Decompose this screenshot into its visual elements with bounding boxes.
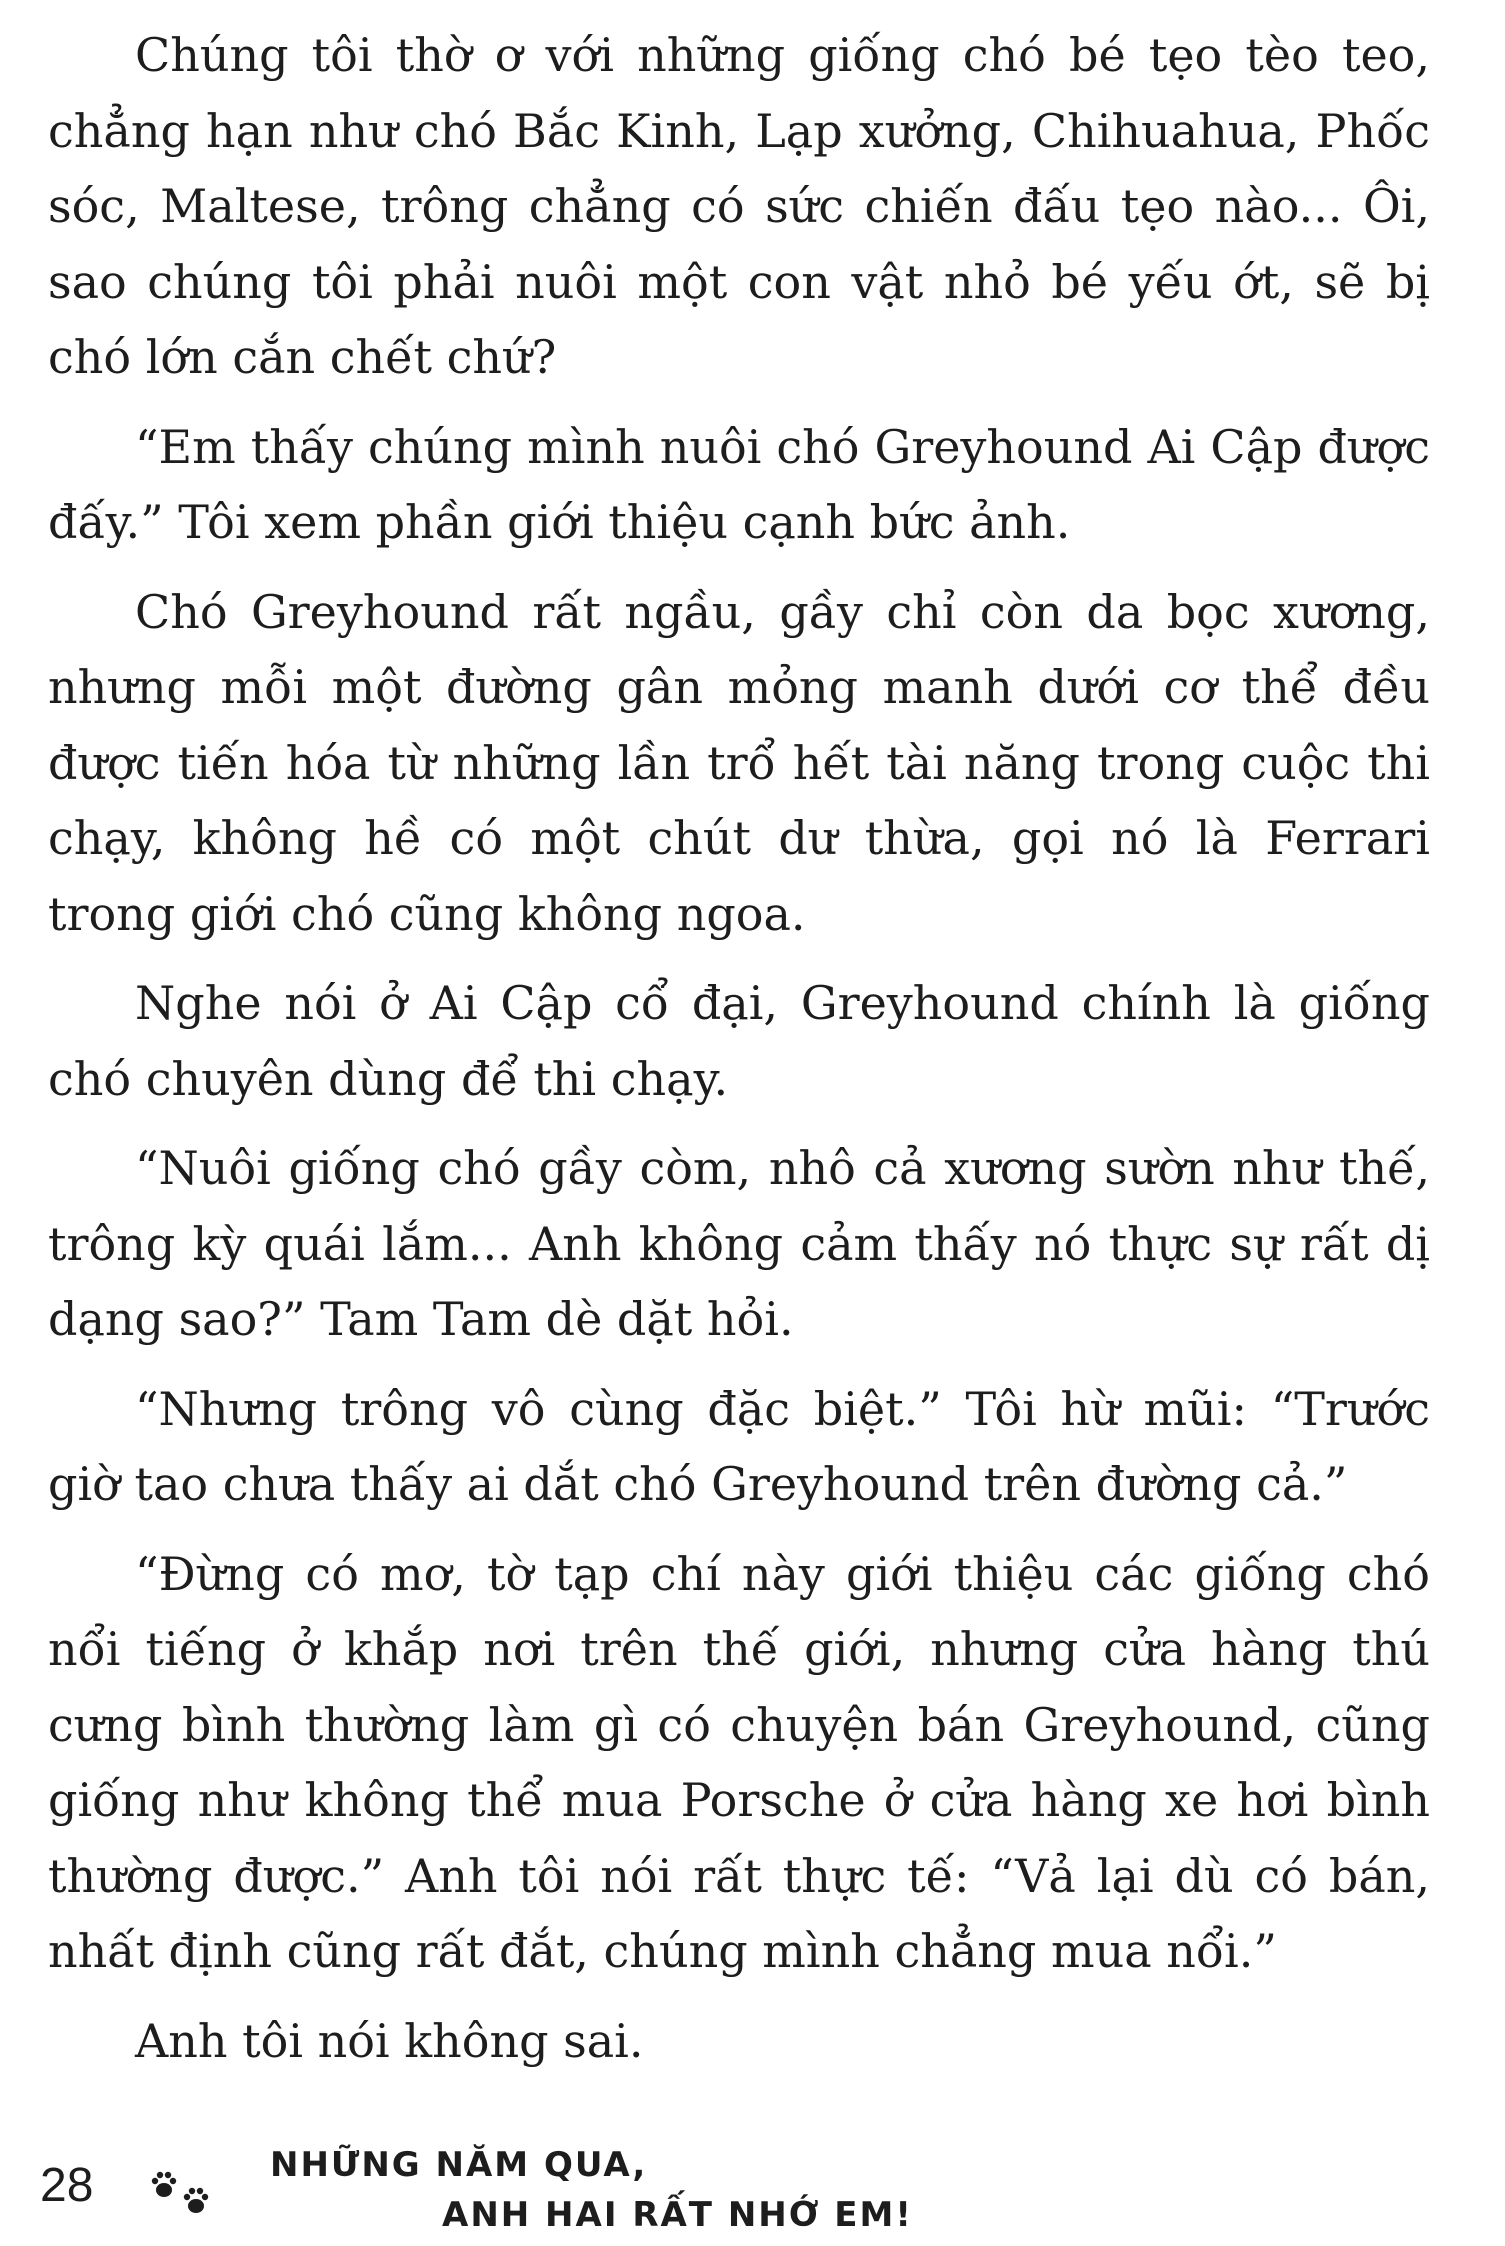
paragraph-4: Nghe nói ở Ai Cập cổ đại, Greyhound chính là giống chó chuyên dùng để thi chạy.	[48, 976, 1430, 1106]
paragraph-5: “Nuôi giống chó gầy còm, nhô cả xương sườn như thế, trông kỳ quái lắm... Anh không cảm thấy nó thực sự rất dị dạng sao?” Tam Tam dè dặt hỏi.	[48, 1141, 1430, 1346]
page-body-text	[48, 18, 1430, 2093]
paragraph-1: Chúng tôi thờ ơ với những giống chó bé tẹo tèo teo, chẳng hạn như chó Bắc Kinh, Lạp xưởng, Chihuahua, Phốc sóc, Maltese, trông chẳng có sức chiến đấu tẹo nào... Ôi, sao chúng tôi phải nuôi một con vật nhỏ bé yếu ớt, sẽ bị chó lớn cắn chết chứ?	[48, 28, 1430, 384]
page-footer	[0, 2140, 1505, 2246]
paragraph-7: “Đừng có mơ, tờ tạp chí này giới thiệu các giống chó nổi tiếng ở khắp nơi trên thế giới, nhưng cửa hàng thú cưng bình thường làm gì có chuyện bán Greyhound, cũng giống như không thể mua Porsche ở cửa hàng xe hơi bình thường được.” Anh tôi nói rất thực tế: “Vả lại dù có bán, nhất định cũng rất đắt, chúng mình chẳng mua nổi.”	[48, 1546, 1430, 1978]
page-number: 28	[40, 2159, 94, 2212]
paragraph-8: Anh tôi nói không sai.	[135, 2013, 644, 2068]
paragraph-6: “Nhưng trông vô cùng đặc biệt.” Tôi hừ mũi: “Trước giờ tao chưa thấy ai dắt chó Greyhound trên đường cả.”	[48, 1381, 1430, 1511]
book-title-line-1: NHỮNG NĂM QUA,	[270, 2145, 648, 2185]
book-title	[270, 2140, 913, 2240]
book-title-line-2: ANH HAI RẤT NHỚ EM!	[442, 2195, 913, 2235]
paragraph-2: “Em thấy chúng mình nuôi chó Greyhound Ai Cập được đấy.” Tôi xem phần giới thiệu cạnh bức ảnh.	[48, 419, 1430, 549]
paragraph-3: Chó Greyhound rất ngầu, gầy chỉ còn da bọc xương, nhưng mỗi một đường gân mỏng manh dưới cơ thể đều được tiến hóa từ những lần trổ hết tài năng trong cuộc thi chạy, không hề có một chút dư thừa, gọi nó là Ferrari trong giới chó cũng không ngoa.	[48, 584, 1430, 941]
paw-prints-icon	[150, 2168, 218, 2220]
